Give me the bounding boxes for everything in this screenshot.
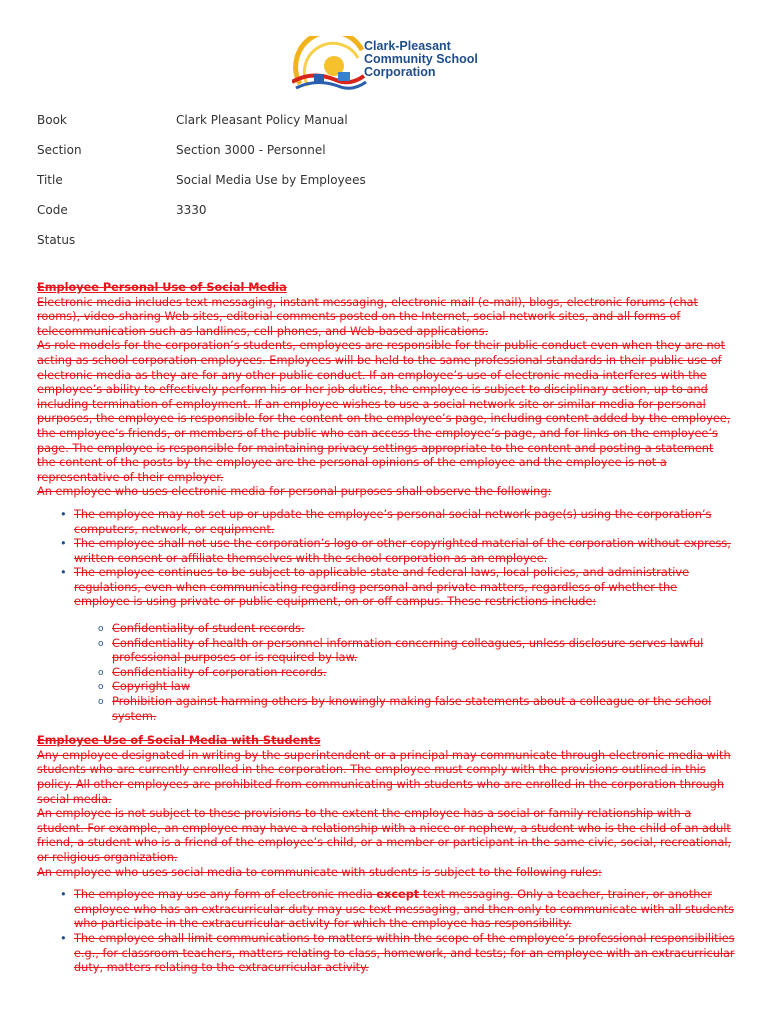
meta-value: 3330 [176,203,207,217]
sub-list-item: o Prohibition against harming others by knowingly making false statements about a colleague or the school system. [112,695,735,724]
list-item: • The employee shall not use the corporation’s logo or other copyrighted material of the corporation without express, written consent or affiliate themselves with the school corporation as an employee. [74,537,735,566]
sub-list-item: o Confidentiality of health or personnel information concerning colleagues, unless disclosure serves lawful professional purposes or is required by law. [112,637,735,666]
paragraph: An employee who uses electronic media for personal purposes shall observe the following: [37,485,552,499]
list-item-text: The employee may use any form of electronic media [74,888,377,902]
meta-key: Section [37,143,82,157]
sub-list-item: o Confidentiality of corporation records. [112,666,735,681]
meta-value: Section 3000 - Personnel [176,143,326,157]
meta-row-title [37,165,737,195]
list-item [74,566,735,724]
section-students [37,734,735,976]
paragraph: Any employee designated in writing by the superintendent or a principal may communicate through electronic media with students who are currently enrolled in the corporation. The employee must comply with the provisions outlined in this policy. All other employees are prohibited from communicating with students who are enrolled in the corporation through social media. [37,748,731,806]
meta-key: Title [37,173,63,187]
logo-graphic-icon [292,36,372,96]
meta-key: Code [37,203,68,217]
policy-metadata [37,105,737,255]
section-heading-personal-use: Employee Personal Use of Social Media [37,281,287,294]
meta-row-book [37,105,737,135]
paragraph: An employee who uses social media to communicate with students is subject to the following rules: [37,865,602,879]
paragraph: Electronic media includes text messaging, instant messaging, electronic mail (e-mail), blogs, electronic forums (chat rooms), video-sharing Web sites, editorial comments posted on the Internet, social network sites, and all forms of telecommunication such as landlines, cell phones, and Web-based applications. [37,295,698,338]
meta-row-code [37,195,737,225]
sub-list-item: o Copyright law [112,680,735,695]
student-rules-list [37,888,735,976]
list-item [74,888,735,932]
logo-line-2: Community School [364,52,478,66]
sub-list-item: o Confidentiality of student records. [112,622,735,637]
logo-line-3: Corporation [364,65,436,79]
emphasis-text: except [376,888,420,902]
meta-key: Book [37,113,67,127]
paragraph: An employee is not subject to these provisions to the extent the employee has a social or family relationship with a student. For example, an employee may have a relationship with a niece or nephew, a student who is the child of an adult friend, a student who is a friend of the employee’s child, or a member or participant in the same civic, social, recreational, or religious organization. [37,807,732,864]
logo-line-1: Clark-Pleasant [364,39,451,53]
list-item-text: The employee continues to be subject to applicable state and federal laws, local policies, and administrative regulations, even when communicating regarding personal and private matters, regardless of whether the employee is using private or public equipment, on or off campus. These restrictions include: [74,566,690,609]
paragraph: As role models for the corporation’s students, employees are responsible for their public conduct even when they are not acting as school corporation employees. Employees will be held to the same professional standards in their public use of electronic media as they are for any other public conduct. If an employee’s use of electronic media interferes with the employee’s ability to effectively perform his or her job duties, the employee is subject to disciplinary action, up to and including termination of employment. If an employee wishes to use a social network site or similar media for personal purposes, the employee is responsible for the content on the employee’s page, including content added by the employee, the employee’s friends, or members of the public who can access the employee’s page, and for links on the employee’s page. The employee is responsible for maintaining privacy settings appropriate to the content and posting a statement the content of the posts by the employee are the personal opinions of the employee and the employee is not a representative of their employer. [37,339,731,484]
list-item: • The employee may not set up or update the employee’s personal social network page(s) using the corporation’s computers, network, or equipment. [74,508,735,537]
policy-body [37,281,735,984]
restrictions-list [74,622,735,724]
rules-list [37,508,735,724]
meta-row-status [37,225,737,255]
section-heading-students: Employee Use of Social Media with Students [37,734,321,748]
list-item: • The employee shall limit communications to matters within the scope of the employee’s professional responsibilities e.g., for classroom teachers, matters relating to class, homework, and tests; for an employee with an extracurricular duty, matters relating to the extracurricular activity. [74,932,735,976]
meta-row-section [37,135,737,165]
meta-value: Social Media Use by Employees [176,173,366,187]
meta-key: Status [37,233,76,247]
logo-text [364,40,478,79]
list-item-text: text messaging. Only a teacher, trainer, or another employee who has an extracurricular duty may use text messaging, and then only to communicate with all students who participate in the extracurricular activity for which the employee has responsibility. [74,888,735,931]
meta-value: Clark Pleasant Policy Manual [176,113,348,127]
